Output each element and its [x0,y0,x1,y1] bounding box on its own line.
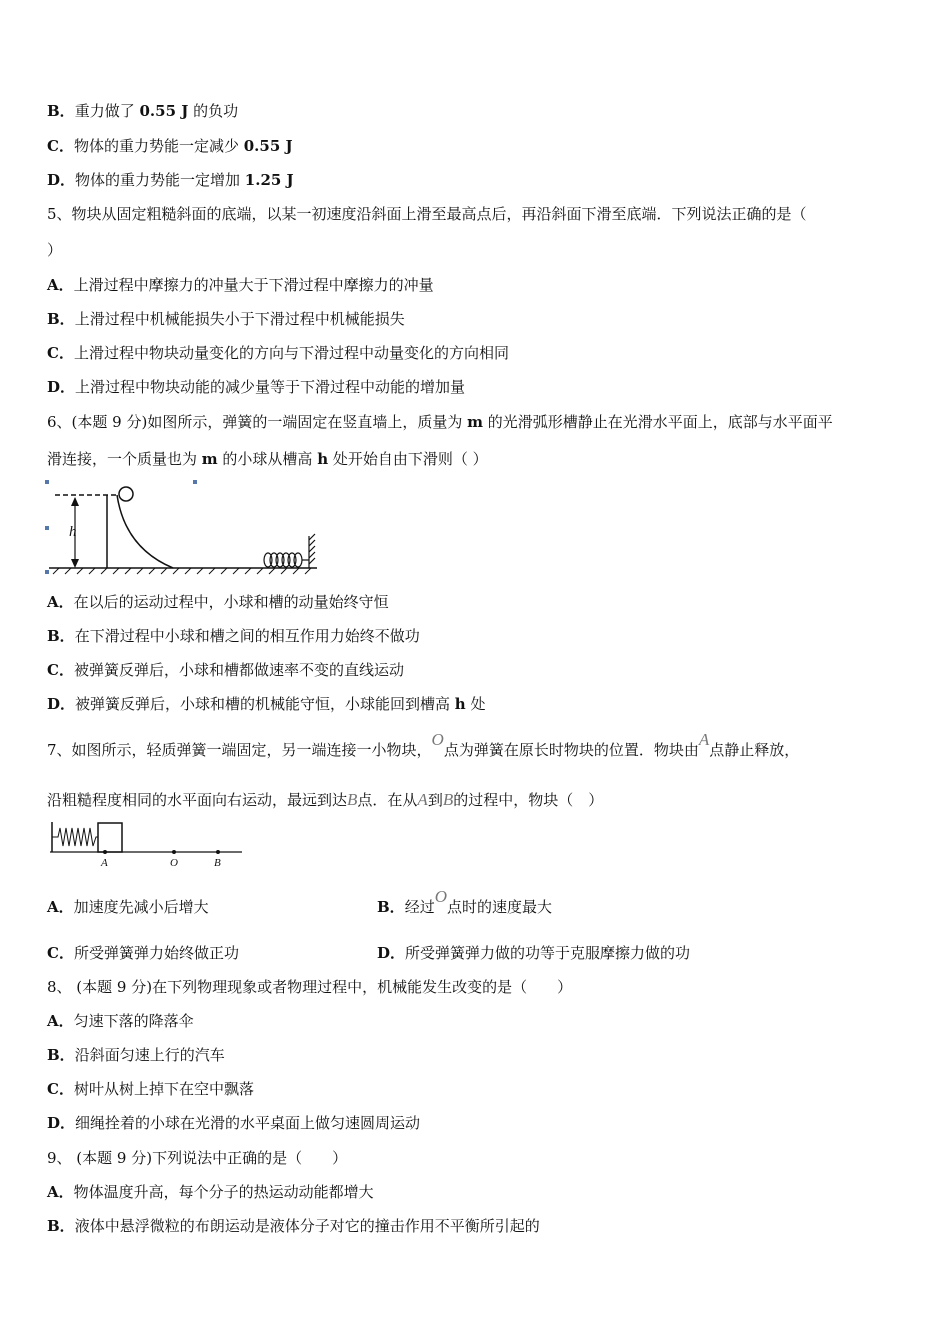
q7-stem-line2: 沿粗糙程度相同的水平面向右运动，最远到达B点．在从A到B的过程中，物块（ ） [47,790,604,809]
q7-block [98,823,122,852]
q8-option-c: C．树叶从树上掉下在空中飘落 [47,1080,254,1098]
q7-label-b: B [214,857,221,869]
q7-point-b-dot [216,850,220,854]
q4-option-c: C．物体的重力势能一定减少 0.55 J [47,137,293,155]
q8-option-d: D．细绳拴着的小球在光滑的水平桌面上做匀速圆周运动 [47,1114,421,1132]
q5-stem-line1: 5、物块从固定粗糙斜面的底端，以某一初速度沿斜面上滑至最高点后，再沿斜面下滑至底端．下列说法正确的是（ [47,205,807,223]
q5-option-c: C．上滑过程中物块动量变化的方向与下滑过程中动量变化的方向相同 [47,344,509,362]
q6-stem-line2: 滑连接，一个质量也为 m 的小球从槽高 h 处开始自由下滑则（ ） [47,450,488,468]
q6-ground-hatch [53,568,311,574]
q6-option-c: C．被弹簧反弹后，小球和槽都做速率不变的直线运动 [47,661,404,679]
q5-option-b: B．上滑过程中机械能损失小于下滑过程中机械能损失 [47,310,405,328]
q7-option-c: C．所受弹簧弹力始终做正功 [47,944,239,962]
q8-option-b: B．沿斜面匀速上行的汽车 [47,1046,225,1064]
q7-point-a-dot [103,850,107,854]
q6-option-d: D．被弹簧反弹后，小球和槽的机械能守恒，小球能回到槽高 h 处 [47,695,486,713]
q9-option-a: A．物体温度升高，每个分子的热运动动能都增大 [47,1183,374,1201]
q8-option-a: A．匀速下落的降落伞 [47,1012,194,1030]
q4-option-d: D．物体的重力势能一定增加 1.25 J [47,171,294,189]
q7-option-b: B．经过O点时的速度最大 [377,887,552,916]
q7-label-o: O [170,857,178,869]
q5-stem-line2: ） [47,241,63,259]
q7-spring [52,828,98,846]
q6-spring [264,553,309,567]
q6-option-a: A．在以后的运动过程中，小球和槽的动量始终守恒 [47,593,389,611]
q4-option-b: B．重力做了 0.55 J 的负功 [47,102,239,120]
q6-stem-line1: 6、(本题 9 分)如图所示，弹簧的一端固定在竖直墙上，质量为 m 的光滑弧形槽静止在光滑水平面上，底部与水平面平 [47,413,833,431]
q7-label-a: A [101,857,108,869]
q9-option-b: B．液体中悬浮微粒的布朗运动是液体分子对它的撞击作用不平衡所引起的 [47,1217,540,1235]
q6-arrow-down-head [71,559,79,568]
q7-figure-spring-block [46,820,246,870]
q7-option-d: D．所受弹簧弹力做的功等于克服摩擦力做的功 [377,944,691,962]
q7-stem-line1: 7、如图所示，轻质弹簧一端固定，另一端连接一小物块，O点为弹簧在原长时物块的位置．物块由A点静止释放， [47,730,800,759]
q7-point-o-dot [172,850,176,854]
q5-option-d: D．上滑过程中物块动能的减少量等于下滑过程中动能的增加量 [47,378,466,396]
q6-option-b: B．在下滑过程中小球和槽之间的相互作用力始终不做功 [47,627,420,645]
q6-trough-arc [117,495,173,568]
q8-stem: 8、 (本题 9 分)在下列物理现象或者物理过程中，机械能发生改变的是（ ） [47,978,573,996]
q6-arrow-up-head [71,497,79,506]
q6-label-h: h [69,524,77,540]
q6-wall-hatch [309,534,315,568]
q6-figure-slope-spring [45,478,325,578]
q9-stem: 9、 (本题 9 分)下列说法中正确的是（ ） [47,1149,348,1167]
q5-option-a: A．上滑过程中摩擦力的冲量大于下滑过程中摩擦力的冲量 [47,276,434,294]
q6-ball [119,487,133,501]
q7-option-a: A．加速度先减小后增大 [47,898,209,916]
